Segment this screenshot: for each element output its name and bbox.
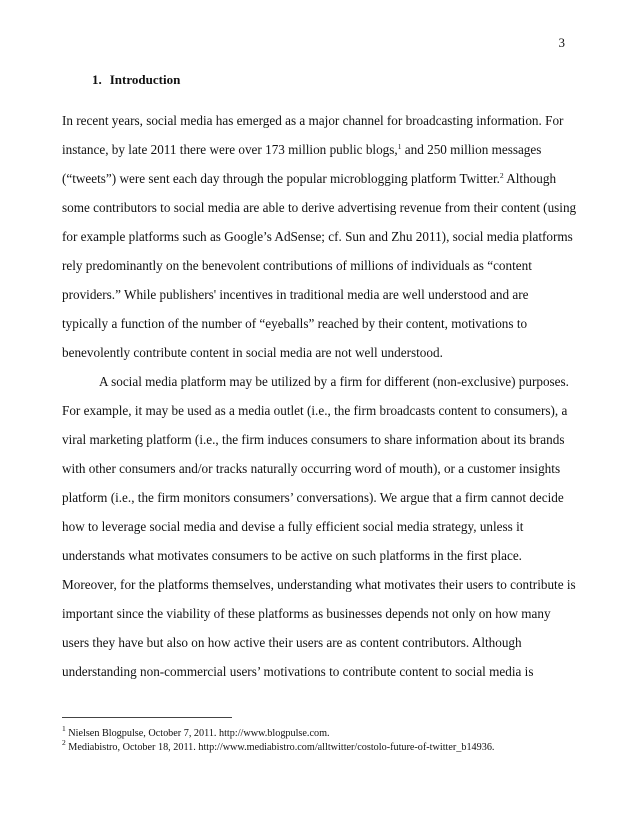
section-title: Introduction — [109, 72, 181, 87]
body-line: (“tweets”) were sent each day through the popular microblogging platform Twitter.$^2$ Although — [62, 171, 557, 186]
footnote-mark: 1 — [62, 724, 66, 733]
body-line: understands what motivates consumers to be active on such platforms in the first place. — [62, 548, 522, 563]
body-line: In recent years, social media has emerged as a major channel for broadcasting information. For — [62, 113, 564, 128]
body-line: with other consumers and/or tracks naturally occurring word of mouth), or a customer insights — [62, 461, 561, 476]
body-line: rely predominantly on the benevolent contributions of millions of individuals as “content — [62, 258, 532, 273]
footnote-text: Nielsen Blogpulse, October 7, 2011. http://www.blogpulse.com. — [65, 728, 330, 739]
body-line: For example, it may be used as a media outlet (i.e., the firm broadcasts content to consumers), a — [62, 403, 568, 418]
body-line: instance, by late 2011 there were over 173 million public blogs,$^1$ and 250 million messages — [62, 142, 542, 157]
footnote-mark: 2 — [62, 738, 66, 747]
body-line: Moreover, for the platforms themselves, understanding what motivates their users to contribute is — [62, 577, 576, 592]
body-line: providers.” While publishers' incentives in traditional media are well understood and are — [62, 287, 529, 302]
body-line: platform (i.e., the firm monitors consumers’ conversations). We argue that a firm cannot decide — [62, 490, 564, 505]
page-number: 3 — [558, 35, 565, 50]
footnote-ref: 1 — [397, 142, 402, 151]
body-line: some contributors to social media are able to derive advertising revenue from their content (using — [62, 200, 577, 215]
footnote — [62, 724, 330, 740]
section-number: 1. — [92, 72, 102, 87]
body-line: A social media platform may be utilized by a firm for different (non-exclusive) purposes. — [99, 374, 569, 389]
body-line: for example platforms such as Google’s AdSense; cf. Sun and Zhu 2011), social media platforms — [62, 229, 573, 244]
footnote-ref: 2 — [499, 171, 504, 180]
body-line: typically a function of the number of “eyeballs” reached by their content, motivations to — [62, 316, 528, 331]
body-line: users they have but also on how active their users are as content contributors. Although — [62, 635, 522, 650]
body-line: benevolently contribute content in social media are not well understood. — [62, 345, 443, 360]
footnote-separator — [62, 717, 232, 718]
body-line: understanding non-commercial users’ motivations to contribute content to social media is — [62, 664, 534, 679]
section-heading — [92, 72, 180, 88]
body-line: viral marketing platform (i.e., the firm induces consumers to share information about its brands — [62, 432, 565, 447]
footnote-text: Mediabistro, October 18, 2011. http://www.mediabistro.com/alltwitter/costolo-future-of-twitter_b14936. — [65, 742, 495, 753]
footnote — [62, 738, 495, 754]
body-line: important since the viability of these platforms as businesses depends not only on how many — [62, 606, 551, 621]
body-line: how to leverage social media and devise a fully efficient social media strategy, unless it — [62, 519, 524, 534]
